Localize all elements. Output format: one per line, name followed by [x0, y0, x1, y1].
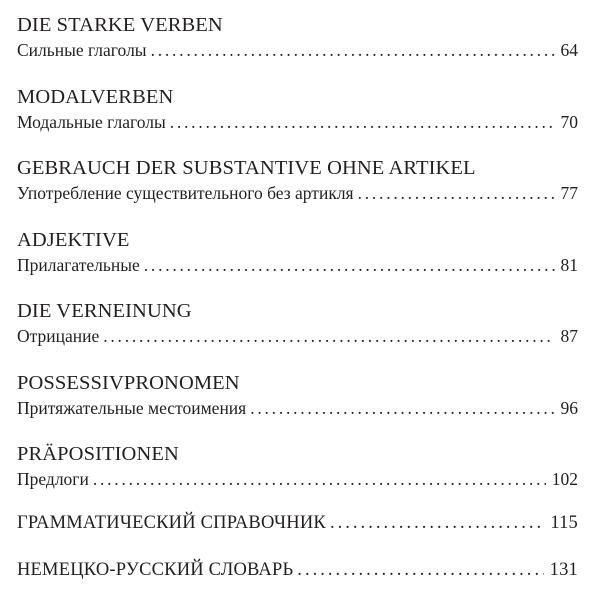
- toc-section: [17, 558, 578, 582]
- toc-line[interactable]: [17, 110, 578, 134]
- dot-leader: [250, 396, 554, 420]
- toc-heading: GEBRAUCH DER SUBSTANTIVE OHNE ARTIKEL: [17, 157, 476, 179]
- toc-section: [17, 511, 578, 535]
- toc-entry: [17, 441, 578, 491]
- toc-line[interactable]: [17, 396, 578, 420]
- dot-leader: [358, 181, 555, 205]
- dot-leader: [144, 253, 555, 277]
- toc-section-label: НЕМЕЦКО-РУССКИЙ СЛОВАРЬ: [17, 560, 294, 580]
- toc-label: Модальные глаголы: [17, 112, 166, 132]
- toc-line[interactable]: [17, 253, 578, 277]
- toc-entry: [17, 298, 578, 348]
- toc-heading: DIE VERNEINUNG: [17, 300, 192, 322]
- dot-leader: [330, 511, 544, 535]
- toc-label: Прилагательные: [17, 255, 140, 275]
- toc-page-number: 115: [550, 513, 578, 533]
- toc-entry: [17, 155, 578, 205]
- toc-entry: [17, 84, 578, 134]
- dot-leader: [151, 38, 555, 62]
- toc-entry: [17, 370, 578, 420]
- toc-line[interactable]: [17, 38, 578, 62]
- dot-leader: [297, 558, 543, 582]
- toc-page-number: 96: [560, 398, 578, 418]
- toc-page-number: 131: [549, 560, 578, 580]
- toc-heading: POSSESSIVPRONOMEN: [17, 372, 240, 394]
- toc-label: Употребление существительного без артикля: [17, 183, 354, 203]
- toc-line[interactable]: [17, 511, 578, 535]
- toc-page-number: 70: [560, 112, 578, 132]
- toc-heading: ADJEKTIVE: [17, 229, 130, 251]
- toc-line[interactable]: [17, 558, 578, 582]
- dot-leader: [93, 467, 546, 491]
- dot-leader: [170, 110, 555, 134]
- toc-page-number: 87: [560, 326, 578, 346]
- dot-leader: [103, 324, 554, 348]
- toc-line[interactable]: [17, 324, 578, 348]
- table-of-contents: [17, 0, 578, 594]
- toc-page-number: 81: [560, 255, 578, 275]
- toc-page-number: 77: [560, 183, 578, 203]
- toc-label: Притяжательные местоимения: [17, 398, 247, 418]
- toc-label: Отрицание: [17, 326, 100, 346]
- toc-line[interactable]: [17, 467, 578, 491]
- toc-section-label: ГРАММАТИЧЕСКИЙ СПРАВОЧНИК: [17, 513, 326, 533]
- toc-entry: [17, 227, 578, 277]
- toc-page-number: 64: [560, 40, 578, 60]
- toc-page-number: 102: [551, 469, 578, 489]
- toc-heading: DIE STARKE VERBEN: [17, 14, 223, 36]
- toc-heading: MODALVERBEN: [17, 86, 174, 108]
- toc-label: Предлоги: [17, 469, 89, 489]
- toc-label: Сильные глаголы: [17, 40, 147, 60]
- toc-entry: [17, 12, 578, 62]
- toc-heading: PRÄPOSITIONEN: [17, 443, 179, 465]
- toc-line[interactable]: [17, 181, 578, 205]
